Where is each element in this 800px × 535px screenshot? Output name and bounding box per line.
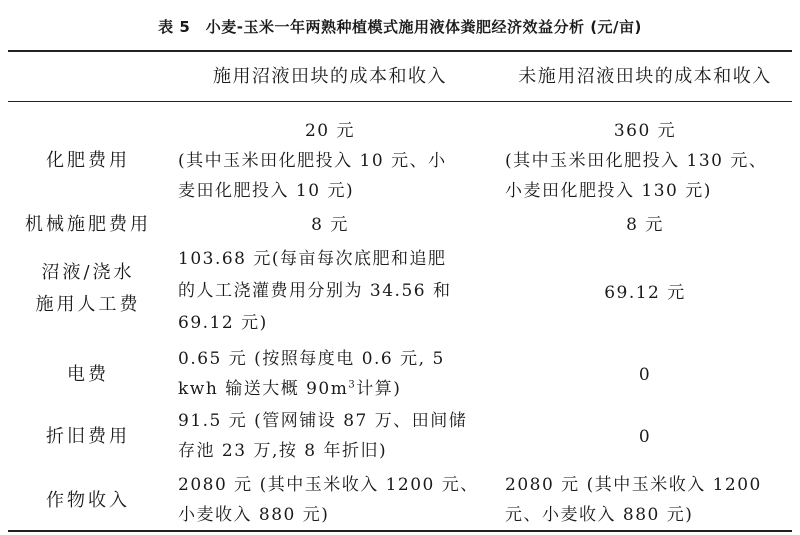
cell-labor-treated-2: 的人工浇灌费用分别为 34.56 和 xyxy=(178,281,452,301)
cell-depreciation-treated-1: 91.5 元 (管网铺设 87 万、田间储 xyxy=(178,411,468,431)
cell-electricity-treated-2: kwh 输送大概 $90m^3$计算) xyxy=(178,379,402,399)
cell-income-untreated-1: 2080 元 (其中玉米收入 1200 xyxy=(505,475,762,495)
row-label-labor-1: 沼液/浇水 xyxy=(41,262,135,283)
cell-fertilizer-untreated-1: 360 元 xyxy=(613,121,677,141)
cell-income-treated-1: 2080 元 (其中玉米收入 1200 元、 xyxy=(178,475,479,495)
cell-fertilizer-treated-3: 麦田化肥投入 10 元) xyxy=(178,181,355,201)
row-label-income: 作物收入 xyxy=(46,490,130,511)
row-label-electricity: 电费 xyxy=(67,364,109,385)
cell-fertilizer-untreated-2: (其中玉米田化肥投入 130 元、 xyxy=(505,151,768,171)
cell-fertilizer-treated-2: (其中玉米田化肥投入 10 元、小 xyxy=(178,151,447,171)
bottom-rule xyxy=(8,530,792,532)
table-caption: 表 5 小麦-玉米一年两熟种植模式施用液体粪肥经济效益分析 (元/亩) xyxy=(158,18,642,36)
cell-depreciation-untreated: 0 xyxy=(638,427,652,447)
cell-electricity-treated-1: 0.65 元 (按照每度电 0.6 元, 5 xyxy=(178,349,445,369)
cell-labor-treated-3: 69.12 元) xyxy=(178,313,268,333)
column-header-untreated: 未施用沼液田块的成本和收入 xyxy=(518,66,772,87)
row-label-machine: 机械施肥费用 xyxy=(25,214,151,235)
cell-income-untreated-2: 元、小麦收入 880 元) xyxy=(505,505,694,525)
cell-labor-treated-1: 103.68 元(每亩每次底肥和追肥 xyxy=(178,249,447,269)
row-label-fertilizer: 化肥费用 xyxy=(46,150,130,171)
top-rule xyxy=(8,50,792,52)
column-header-treated: 施用沼液田块的成本和收入 xyxy=(213,66,447,87)
row-label-labor-2: 施用人工费 xyxy=(35,294,141,315)
cell-labor-untreated: 69.12 元 xyxy=(604,283,686,303)
cell-machine-treated: 8 元 xyxy=(311,215,349,235)
cell-depreciation-treated-2: 存池 23 万,按 8 年折旧) xyxy=(178,441,388,461)
cell-income-treated-2: 小麦收入 880 元) xyxy=(178,505,330,525)
row-label-depreciation: 折旧费用 xyxy=(46,426,130,447)
cell-fertilizer-untreated-3: 小麦田化肥投入 130 元) xyxy=(505,181,712,201)
cell-fertilizer-treated-1: 20 元 xyxy=(304,121,356,141)
cell-electricity-untreated: 0 xyxy=(638,365,652,385)
cell-machine-untreated: 8 元 xyxy=(626,215,664,235)
header-rule xyxy=(8,101,792,102)
